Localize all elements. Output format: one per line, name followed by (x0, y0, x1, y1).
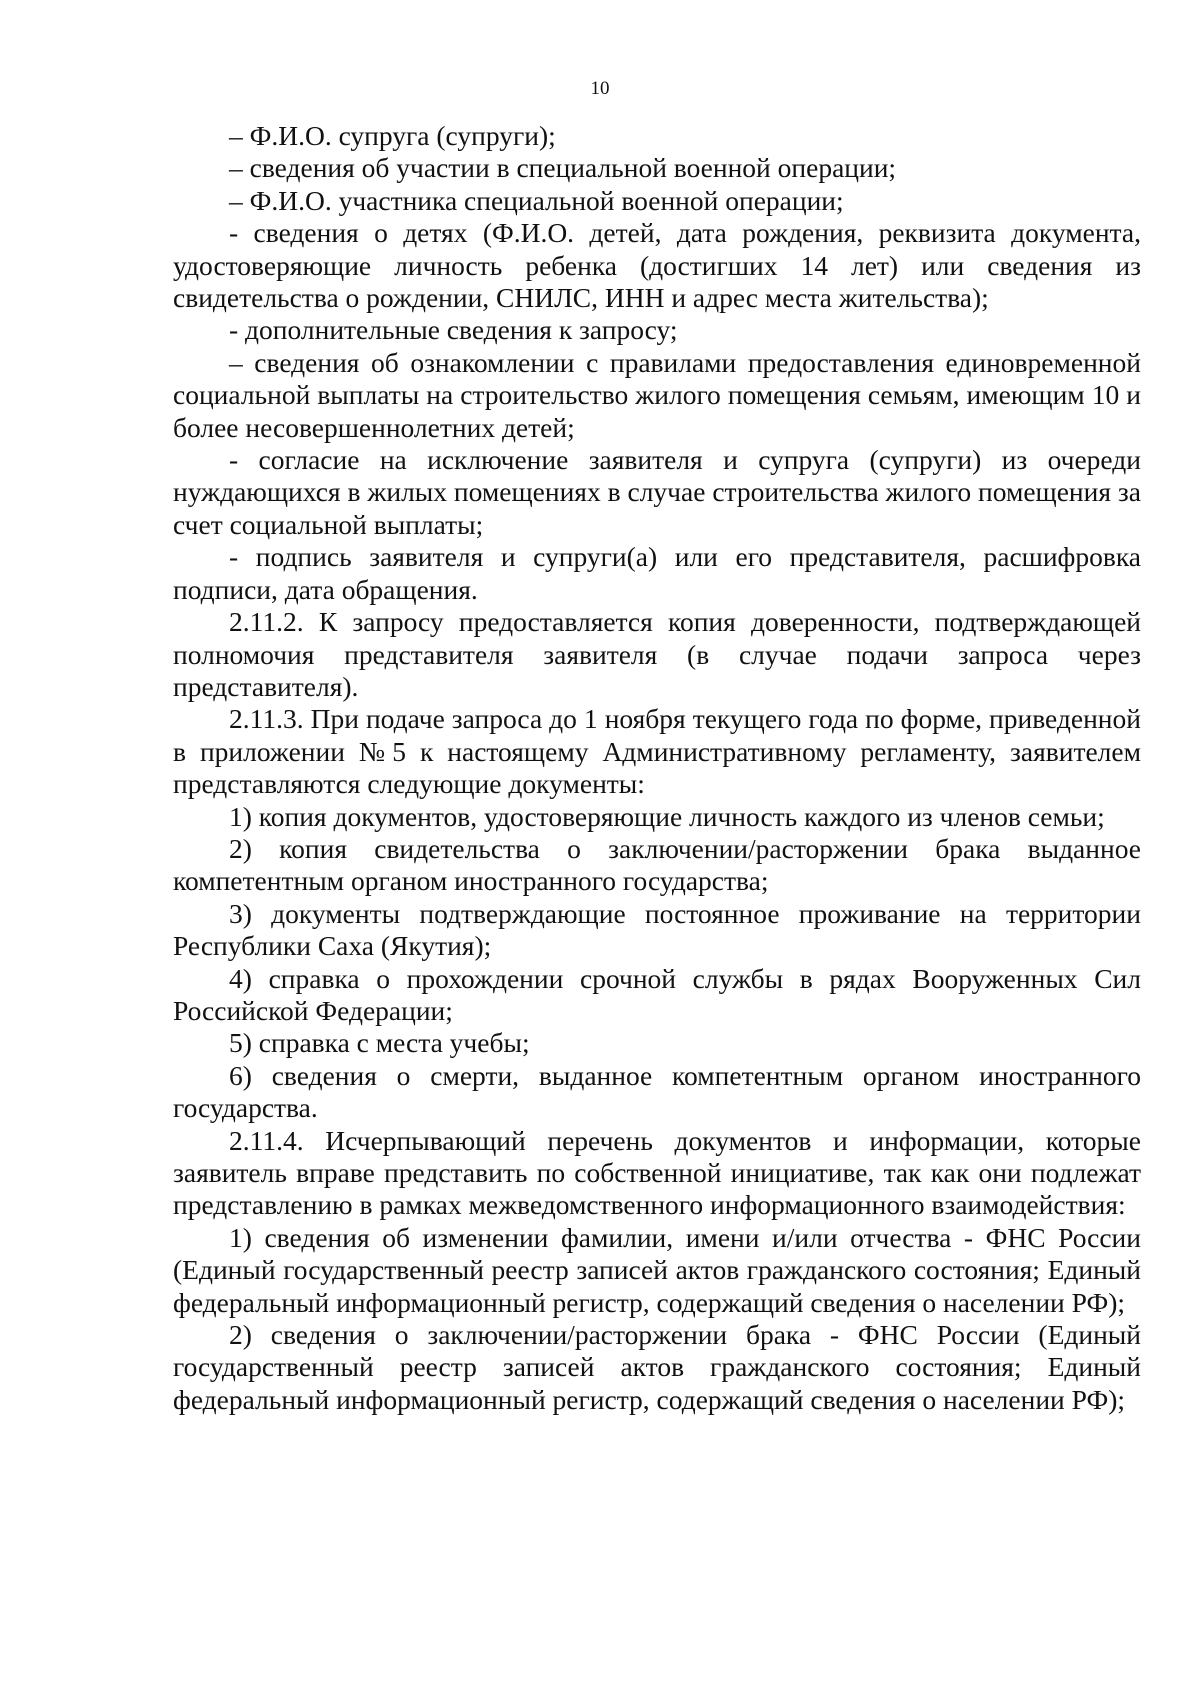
paragraph-signature: - подпись заявителя и супруги(а) или его представителя, расшифровка подписи, дата обращения. (173, 541, 1141, 605)
page-number: 10 (590, 78, 610, 99)
paragraph-children-info: - сведения о детях (Ф.И.О. детей, дата рождения, реквизита документа, удостоверяющие личность ребенка (достигших 14 лет) или сведения из свидетельства о рождении, СНИЛС, ИНН и адрес места жительства); (173, 217, 1141, 314)
paragraph-2-11-4: 2.11.4. Исчерпывающий перечень документов и информации, которые заявитель вправе представить по собственной инициативе, так как они подлежат представлению в рамках межведомственного информационного взаимодействия: (173, 1124, 1141, 1221)
list-item-1-name-change: 1) сведения об изменении фамилии, имени и/или отчества - ФНС России (Единый государственный реестр записей актов гражданского состояния; Единый федеральный информационный регистр, содержащий сведения о населении РФ); (173, 1221, 1141, 1318)
paragraph-2-11-2: 2.11.2. К запросу предоставляется копия доверенности, подтверждающей полномочия представителя заявителя (в случае подачи запроса через представителя). (173, 606, 1141, 702)
list-item-6-death-info: 6) сведения о смерти, выданное компетентным органом иностранного государства. (173, 1059, 1141, 1124)
paragraph-additional-info: - дополнительные сведения к запросу; (229, 314, 678, 346)
paragraph-rules-acknowledgement: – сведения об ознакомлении с правилами предоставления единовременной социальной выплаты на строительство жилого помещения семьям, имеющим 10 и более несовершеннолетних детей; (173, 346, 1141, 443)
paragraph-spouse-name: – Ф.И.О. супруга (супруги); (229, 120, 556, 151)
list-item-2-marriage-certificate: 2) копия свидетельства о заключении/расторжении брака выданное компетентным органом иностранного государства; (173, 832, 1141, 897)
list-item-4-military-service: 4) справка о прохождении срочной службы в рядах Вооруженных Сил Российской Федерации; (173, 962, 1141, 1026)
list-item-2-marriage-info: 2) сведения о заключении/расторжении брака - ФНС России (Единый государственный реестр записей актов гражданского состояния; Единый федеральный информационный регистр, содержащий сведения о населении РФ); (173, 1319, 1141, 1415)
list-item-5-study-certificate: 5) справка с места учебы; (229, 1027, 530, 1059)
paragraph-svo-participant-name: – Ф.И.О. участника специальной военной операции; (229, 184, 844, 216)
paragraph-svo-participation: – сведения об участии в специальной военной операции; (229, 152, 897, 184)
paragraph-queue-consent: - согласие на исключение заявителя и супруга (супруги) из очереди нуждающихся в жилых помещениях в случае строительства жилого помещения за счет социальной выплаты; (173, 444, 1141, 540)
list-item-1-identity-docs: 1) копия документов, удостоверяющие личность каждого из членов семьи; (229, 800, 1105, 832)
paragraph-2-11-3: 2.11.3. При подаче запроса до 1 ноября текущего года по форме, приведенной в приложении №5 к настоящему Административному регламенту, заявителем представляются следующие документы: (173, 703, 1141, 800)
list-item-3-residence-docs: 3) документы подтверждающие постоянное проживание на территории Республики Саха (Якутия); (173, 897, 1141, 962)
document-body (173, 120, 1141, 1416)
